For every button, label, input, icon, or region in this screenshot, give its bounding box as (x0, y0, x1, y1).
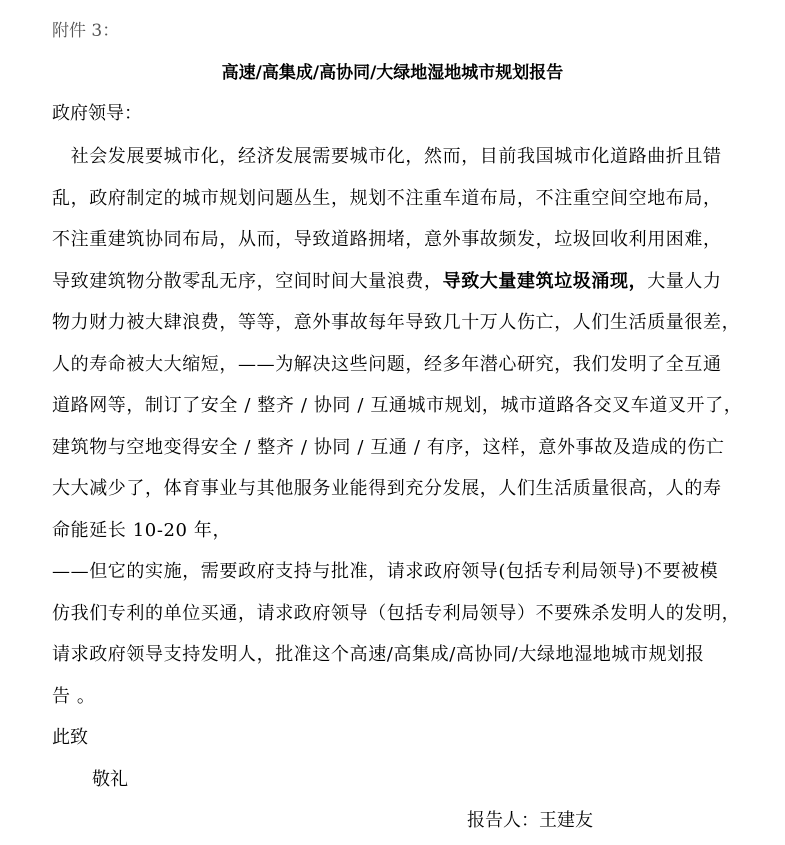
body-line: 请求政府领导支持发明人，批准这个高速/高集成/高协同/大绿地湿地城市规划报 (52, 644, 705, 665)
closing-line-2: 敬礼 (92, 769, 128, 790)
body-line: 告 。 (52, 685, 96, 707)
body-line: 建筑物与空地变得安全 / 整齐 / 协同 / 互通 / 有序，这样，意外事故及造成的伤亡 (52, 436, 725, 458)
closing-line-1: 此致 (52, 727, 88, 748)
document-body (52, 136, 782, 717)
emphasized-text: 导致大量建筑垃圾涌现， (442, 270, 648, 292)
body-line: 道路网等，制订了安全 / 整齐 / 协同 / 互通城市规划，城市道路各交叉车道叉开了， (52, 395, 743, 416)
body-line (52, 261, 782, 303)
document-title: 高速/高集成/高协同/大绿地湿地城市规划报告 (221, 63, 564, 83)
body-line: 仿我们专利的单位买通，请求政府领导（包括专利局领导）不要殊杀发明人的发明， (52, 602, 741, 624)
body-line: 乱，政府制定的城市规划问题丛生，规划不注重车道布局，不注重空间空地布局， (52, 187, 722, 209)
body-line: 不注重建筑协同布局，从而，导致道路拥堵，意外事故频发，垃圾回收利用困难， (52, 229, 722, 250)
body-line: 大大减少了，体育事业与其他服务业能得到充分发展，人们生活质量很高，人的寿 (52, 478, 722, 499)
reporter-signature: 报告人：王建友 (467, 810, 593, 831)
salutation: 政府领导： (52, 103, 142, 124)
body-line: 命能延长 10-20 年， (52, 519, 232, 541)
body-line: 社会发展要城市化，经济发展需要城市化，然而，目前我国城市化道路曲折且错 (52, 146, 722, 167)
body-line: 物力财力被大肆浪费，等等，意外事故每年导致几十万人伤亡，人们生活质量很差， (52, 312, 741, 333)
body-line: ——但它的实施，需要政府支持与批准，请求政府领导(包括专利局领导)不要被模 (52, 561, 719, 582)
body-line: 人的寿命被大大缩短，——为解决这些问题，经多年潜心研究，我们发明了全互通 (52, 353, 722, 375)
body-text: 导致建筑物分散零乱无序，空间时间大量浪费， (52, 270, 443, 292)
body-text: 大量人力 (647, 270, 722, 292)
attachment-label: 附件 3： (52, 21, 120, 41)
